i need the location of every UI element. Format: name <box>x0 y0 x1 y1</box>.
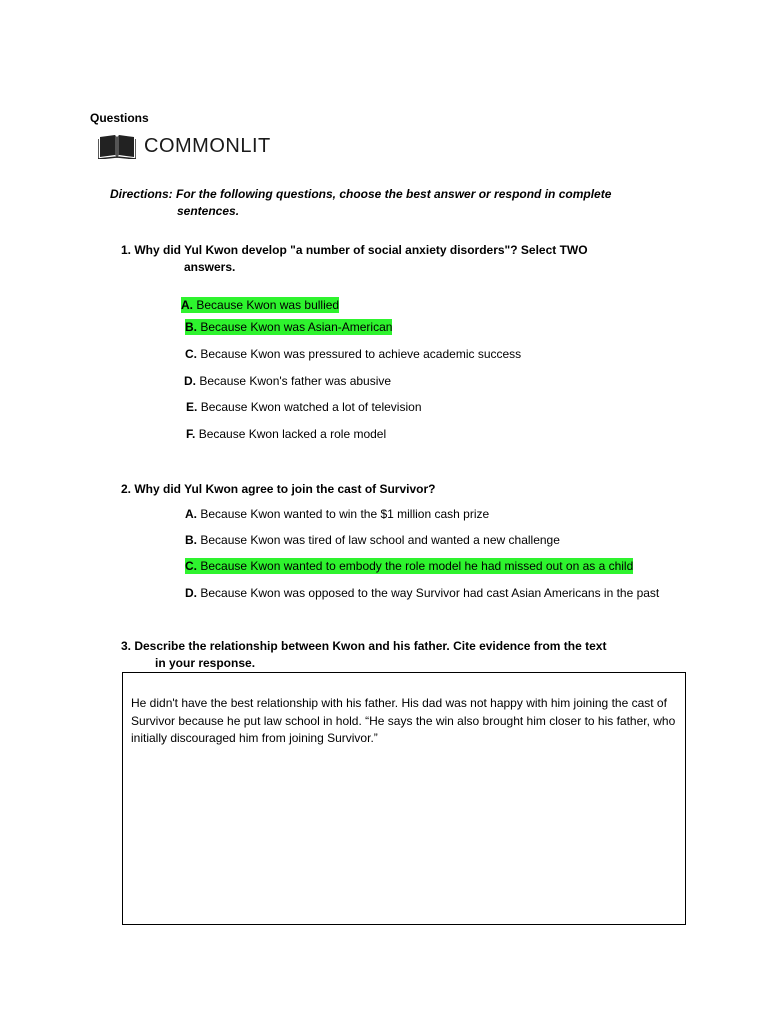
question-1-line-1: 1. Why did Yul Kwon develop "a number of social anxiety disorders"? Select TWO <box>121 243 588 257</box>
option-letter: D. <box>184 374 196 388</box>
option-text: Because Kwon wanted to win the $1 million cash prize <box>200 507 490 521</box>
directions-line-2: sentences. <box>177 204 240 218</box>
option-letter: E. <box>186 400 198 414</box>
q1-option-d[interactable] <box>184 373 391 389</box>
q1-option-c[interactable] <box>185 346 521 362</box>
answer-text[interactable]: He didn't have the best relationship with his father. His dad was not happy with him joining the cast of Survivor because he put law school in hold. “He says the win also brought him closer to his father, who initially discouraged him from joining Survivor.” <box>131 696 676 745</box>
q2-option-d[interactable] <box>185 585 659 601</box>
commonlit-logo <box>98 132 271 160</box>
option-text: Because Kwon was tired of law school and wanted a new challenge <box>200 533 560 547</box>
question-3-line-2: in your response. <box>155 656 256 670</box>
option-text: Because Kwon's father was abusive <box>199 374 392 388</box>
open-book-icon <box>98 133 136 159</box>
q1-option-a[interactable] <box>181 297 339 313</box>
option-text: Because Kwon was pressured to achieve academic success <box>200 347 522 361</box>
q2-option-c[interactable] <box>185 558 633 574</box>
option-letter: F. <box>186 427 196 441</box>
option-letter: A. <box>185 507 197 521</box>
answer-box[interactable] <box>122 672 686 925</box>
option-text: Because Kwon was bullied <box>196 298 340 312</box>
option-text: Because Kwon watched a lot of television <box>200 400 422 414</box>
option-letter: D. <box>185 586 197 600</box>
option-letter: A. <box>181 298 193 312</box>
option-text: Because Kwon was Asian-American <box>200 320 393 334</box>
q1-option-b[interactable] <box>185 319 392 335</box>
q1-option-e[interactable] <box>186 399 422 415</box>
option-letter: C. <box>185 347 197 361</box>
option-letter: C. <box>185 559 197 573</box>
q2-option-b[interactable] <box>185 532 560 548</box>
option-text: Because Kwon lacked a role model <box>198 427 387 441</box>
question-1-line-2: answers. <box>184 260 236 274</box>
q1-option-f[interactable] <box>186 426 386 442</box>
directions-line-1: Directions: For the following questions, choose the best answer or respond in complete <box>110 187 612 201</box>
option-text: Because Kwon was opposed to the way Survivor had cast Asian Americans in the past <box>200 586 660 600</box>
option-letter: B. <box>185 533 197 547</box>
logo-text: COMMONLIT <box>144 134 271 157</box>
q2-option-a[interactable] <box>185 506 489 522</box>
question-3-line-1: 3. Describe the relationship between Kwon and his father. Cite evidence from the text <box>121 639 607 653</box>
section-heading: Questions <box>90 111 149 125</box>
question-1 <box>121 242 641 276</box>
question-3 <box>121 638 661 672</box>
option-text: Because Kwon wanted to embody the role model he had missed out on as a child <box>200 559 634 573</box>
option-letter: B. <box>185 320 197 334</box>
question-2-line-1: 2. Why did Yul Kwon agree to join the cast of Survivor? <box>121 482 436 496</box>
directions <box>110 186 670 220</box>
question-2 <box>121 481 641 498</box>
